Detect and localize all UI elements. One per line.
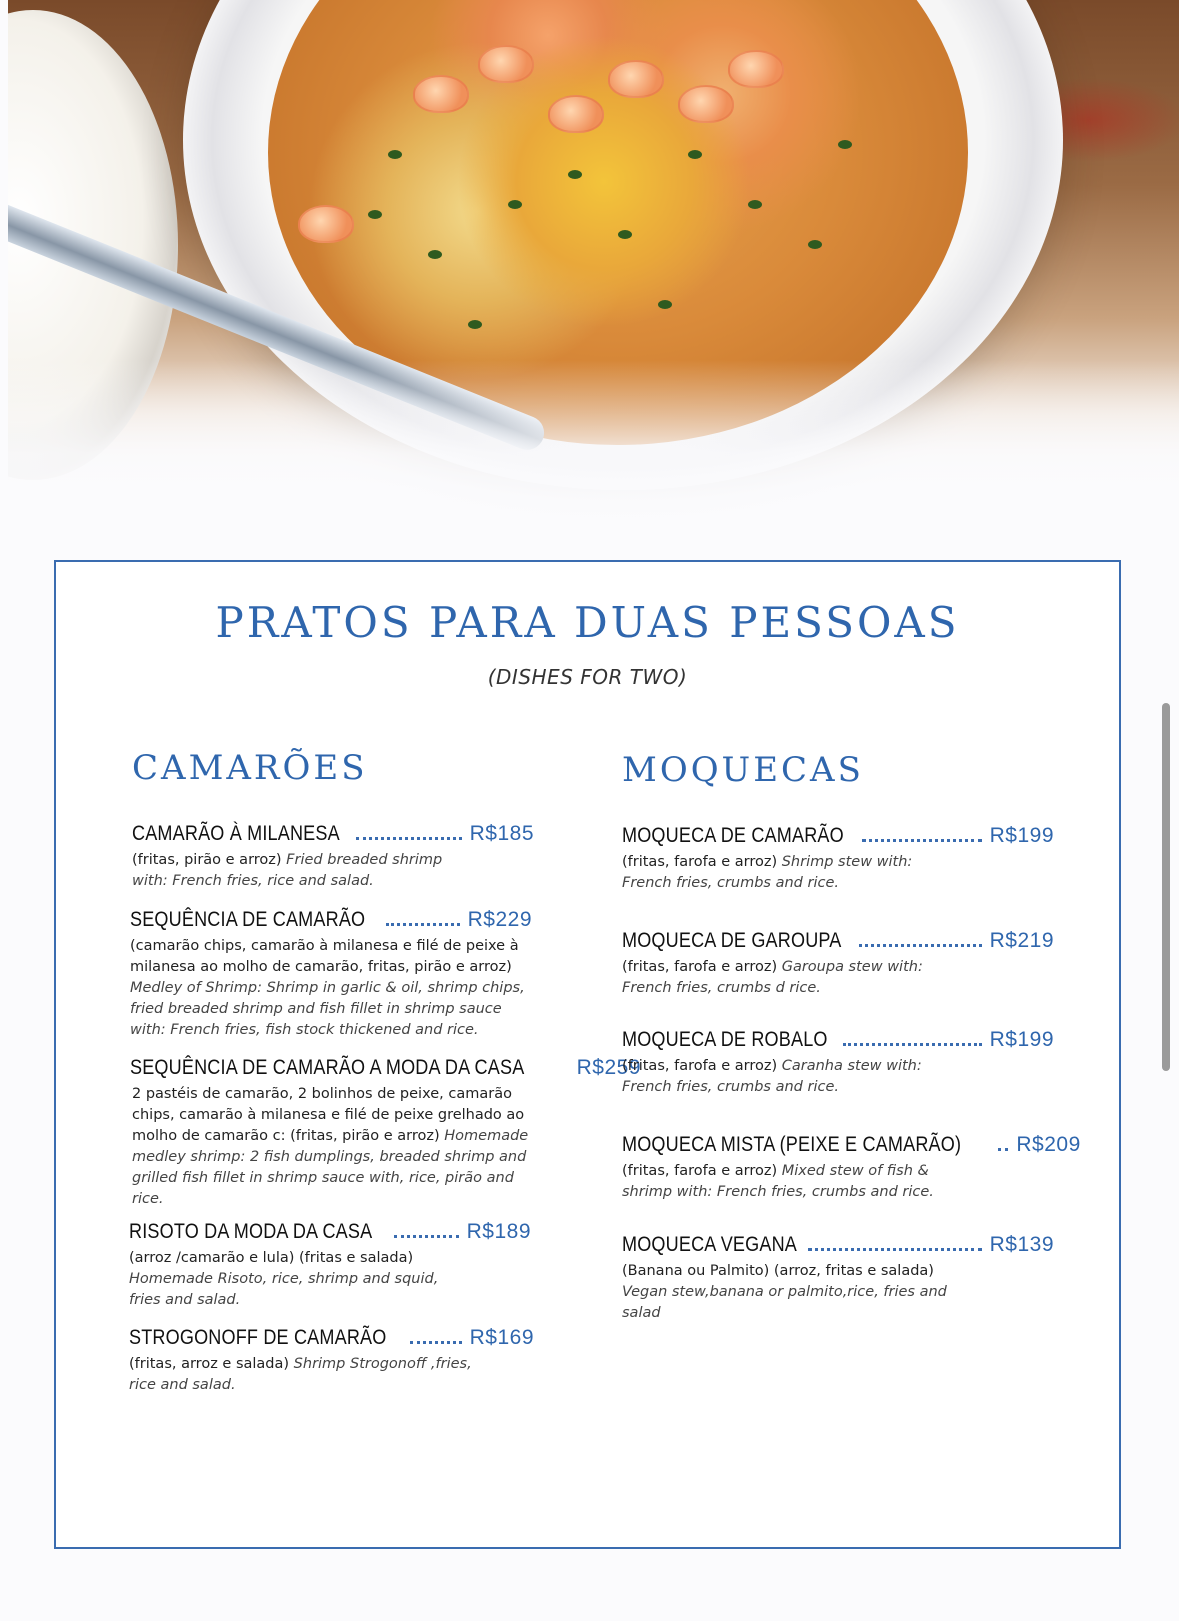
item-name: MOQUECA DE ROBALO: [622, 1028, 828, 1051]
menu-item: [622, 1233, 1054, 1324]
photo-fade: [8, 360, 1179, 530]
menu-item: [129, 1326, 534, 1396]
shrimp: [728, 50, 784, 88]
item-price: R$219: [989, 929, 1054, 952]
desc-pt: (fritas, pirão e arroz): [132, 852, 282, 868]
item-price: R$199: [989, 1028, 1054, 1051]
desc-pt: (fritas, farofa e arroz): [622, 854, 778, 870]
dot-leader: [410, 1341, 461, 1344]
desc-pt: (Banana ou Palmito) (arroz, fritas e salada): [622, 1263, 934, 1279]
desc-pt: (fritas, arroz e salada): [129, 1356, 290, 1372]
dot-leader: [394, 1235, 459, 1238]
dot-leader: [862, 839, 982, 842]
dot-leader: [808, 1248, 982, 1251]
item-price: R$189: [466, 1220, 531, 1243]
herb: [428, 250, 442, 259]
item-name: RISOTO DA MODA DA CASA: [129, 1220, 373, 1243]
desc-en: Garoupa stew with: French fries, crumbs d rice.: [622, 959, 923, 996]
item-price: R$185: [469, 822, 534, 845]
shrimp: [678, 85, 734, 123]
item-name: MOQUECA DE GAROUPA: [622, 929, 842, 952]
menu-item: [129, 1220, 531, 1311]
menu-item: [622, 1133, 1081, 1203]
desc-pt: 2 pastéis de camarão, 2 bolinhos de peixe, camarão chips, camarão à milanesa e filé de peixe grelhado ao molho de camarão c: (fritas, pirão e arroz): [132, 1086, 525, 1144]
item-description: [130, 936, 530, 1041]
herb: [838, 140, 852, 149]
shrimp: [413, 75, 469, 113]
item-description: [129, 1354, 474, 1396]
herb: [808, 240, 822, 249]
item-price: R$229: [467, 908, 532, 931]
menu-item: [130, 1056, 642, 1210]
herb: [688, 150, 702, 159]
desc-pt: (fritas, farofa e arroz): [622, 1058, 778, 1074]
desc-pt: (fritas, farofa e arroz): [622, 1163, 778, 1179]
item-description: [622, 1056, 932, 1098]
menu-item: [622, 1028, 1054, 1098]
desc-en: Fried breaded shrimp with: French fries, rice and salad.: [132, 852, 443, 889]
menu-item: [622, 929, 1054, 999]
item-name: CAMARÃO À MILANESA: [132, 822, 340, 845]
section-title-camaroes: CAMARÕES: [132, 748, 368, 788]
item-description: [132, 850, 462, 892]
item-name: MOQUECA DE CAMARÃO: [622, 824, 844, 847]
dot-leader: [565, 1071, 575, 1074]
herb: [388, 150, 402, 159]
herb: [508, 200, 522, 209]
herb: [658, 300, 672, 309]
desc-en: Mixed stew of fish & shrimp with: French fries, crumbs and rice.: [622, 1163, 934, 1200]
herb: [568, 170, 582, 179]
item-description: [622, 852, 922, 894]
shrimp: [548, 95, 604, 133]
item-price: R$139: [989, 1233, 1054, 1256]
desc-en: Homemade Risoto, rice, shrimp and squid, fries and salad.: [129, 1271, 439, 1308]
item-description: [622, 1261, 967, 1324]
desc-en: Homemade medley shrimp: 2 fish dumplings, breaded shrimp and grilled fish fillet in shrimp sauce with, rice, pirão and rice.: [132, 1128, 529, 1207]
desc-en: Caranha stew with: French fries, crumbs and rice.: [622, 1058, 922, 1095]
item-price: R$209: [1016, 1133, 1081, 1156]
item-price: R$259: [576, 1056, 642, 1079]
dot-leader: [386, 923, 460, 926]
shrimp: [608, 60, 664, 98]
item-price: R$199: [989, 824, 1054, 847]
item-name: MOQUECA VEGANA: [622, 1233, 798, 1256]
herb: [618, 230, 632, 239]
hero-food-photo: [8, 0, 1179, 530]
desc-en: Medley of Shrimp: Shrimp in garlic & oil, shrimp chips, fried breaded shrimp and fish fillet in shrimp sauce with: French fries, fish stock thickened and rice.: [130, 980, 525, 1038]
item-description: [622, 1161, 952, 1203]
desc-en: Vegan stew,banana or palmito,rice, fries and salad: [622, 1284, 947, 1321]
desc-pt: (camarão chips, camarão à milanesa e filé de peixe à milanesa ao molho de camarão, fritas, pirão e arroz): [130, 938, 519, 975]
shrimp: [298, 205, 354, 243]
desc-en: Shrimp Strogonoff ,fries, rice and salad.: [129, 1356, 472, 1393]
dot-leader: [843, 1043, 981, 1046]
herb: [468, 320, 482, 329]
page-title: PRATOS PARA DUAS PESSOAS: [215, 598, 960, 647]
herb: [748, 200, 762, 209]
dot-leader: [998, 1148, 1008, 1151]
item-name: SEQUÊNCIA DE CAMARÃO: [130, 908, 366, 931]
menu-item: [130, 908, 532, 1041]
menu-item: [622, 824, 1054, 894]
dot-leader: [356, 837, 462, 840]
item-name: SEQUÊNCIA DE CAMARÃO A MODA DA CASA: [130, 1056, 525, 1079]
item-name: MOQUECA MISTA (PEIXE E CAMARÃO): [622, 1133, 962, 1156]
item-name: STROGONOFF DE CAMARÃO: [129, 1326, 387, 1349]
section-title-moquecas: MOQUECAS: [622, 750, 864, 790]
shrimp: [478, 45, 534, 83]
item-description: [130, 1084, 534, 1210]
page-subtitle: (DISHES FOR TWO): [487, 665, 688, 689]
menu-card: [54, 560, 1121, 1549]
desc-pt: (arroz /camarão e lula) (fritas e salada): [129, 1250, 414, 1266]
item-description: [622, 957, 932, 999]
desc-en: Shrimp stew with: French fries, crumbs and rice.: [622, 854, 913, 891]
menu-item: [132, 822, 534, 892]
herb: [368, 210, 382, 219]
item-price: R$169: [469, 1326, 534, 1349]
item-description: [129, 1248, 459, 1311]
dot-leader: [859, 944, 981, 947]
scrollbar-thumb[interactable]: [1162, 703, 1170, 1071]
desc-pt: (fritas, farofa e arroz): [622, 959, 778, 975]
